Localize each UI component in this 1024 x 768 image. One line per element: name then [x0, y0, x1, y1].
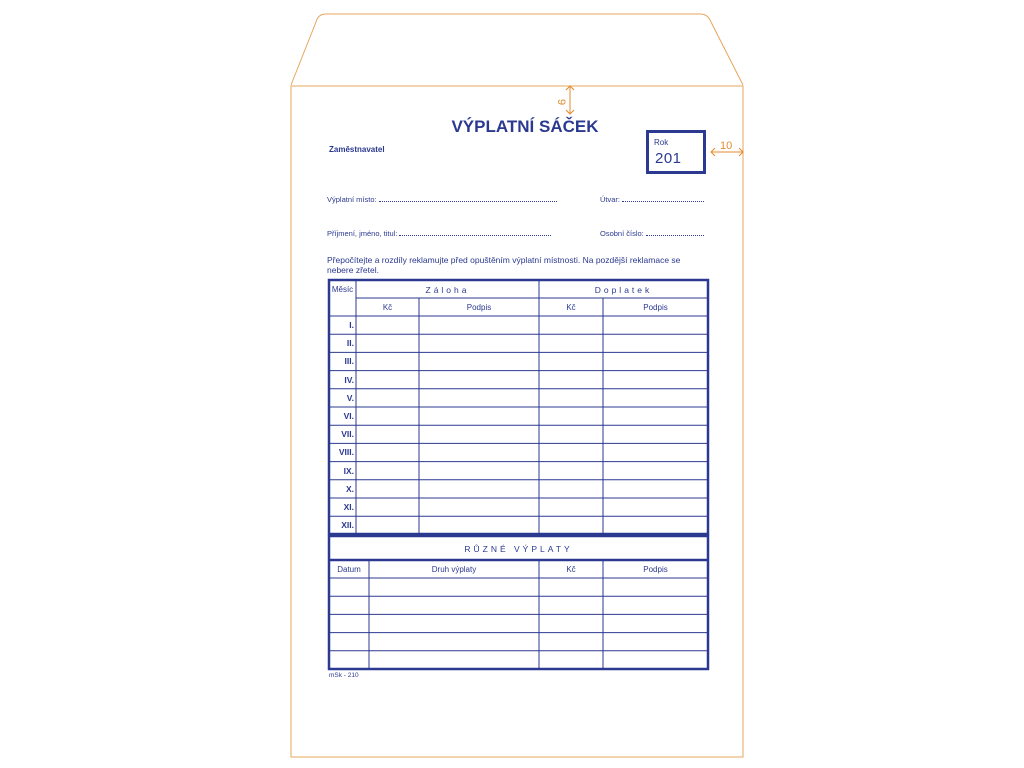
- month-label: V.: [346, 392, 354, 403]
- month-label: II.: [346, 338, 354, 349]
- misc-table-title: RŮZNÉ VÝPLATY: [464, 543, 573, 554]
- month-label: III.: [344, 356, 354, 367]
- month-label: IX.: [343, 465, 354, 476]
- misc-kc-header: Kč: [566, 565, 576, 574]
- year-value: 201: [655, 150, 682, 167]
- form-code: mSk - 210: [329, 672, 359, 679]
- year-label: Rok: [654, 138, 669, 147]
- misc-date-header: Datum: [337, 565, 361, 574]
- top-margin-label: 9: [555, 98, 568, 106]
- advance-header: Záloha: [425, 284, 470, 295]
- department-label: Útvar:: [600, 195, 621, 204]
- surcharge-kc-header: Kč: [566, 302, 576, 312]
- misc-type-header: Druh výplaty: [431, 565, 477, 574]
- page-title: VÝPLATNÍ SÁČEK: [451, 117, 599, 136]
- month-label: VI.: [343, 411, 354, 422]
- notice-text: Přepočítejte a rozdíly reklamujte před opuštěním výplatní místnosti. Na pozdější reklamace se nebere zřetel.: [327, 255, 681, 275]
- name-label: Příjmení, jméno, titul:: [327, 229, 398, 238]
- month-label: X.: [345, 483, 354, 494]
- month-label: XI.: [343, 502, 354, 513]
- month-header: Měsíc: [331, 285, 354, 294]
- payment-place-label: Výplatní místo:: [327, 195, 377, 204]
- surcharge-signature-header: Podpis: [643, 302, 668, 312]
- advance-kc-header: Kč: [382, 302, 393, 312]
- right-margin-label: 10: [720, 140, 733, 152]
- personal-number-label: Osobní číslo:: [600, 229, 644, 238]
- advance-signature-header: Podpis: [466, 302, 492, 312]
- month-label: XII.: [341, 520, 354, 531]
- month-label: VIII.: [338, 447, 354, 458]
- employer-label: Zaměstnavatel: [329, 145, 385, 154]
- month-label: VII.: [341, 429, 354, 440]
- misc-signature-header: Podpis: [643, 565, 668, 574]
- surcharge-header: Doplatek: [594, 284, 653, 295]
- month-label: IV.: [344, 374, 354, 385]
- month-label: I.: [349, 320, 354, 331]
